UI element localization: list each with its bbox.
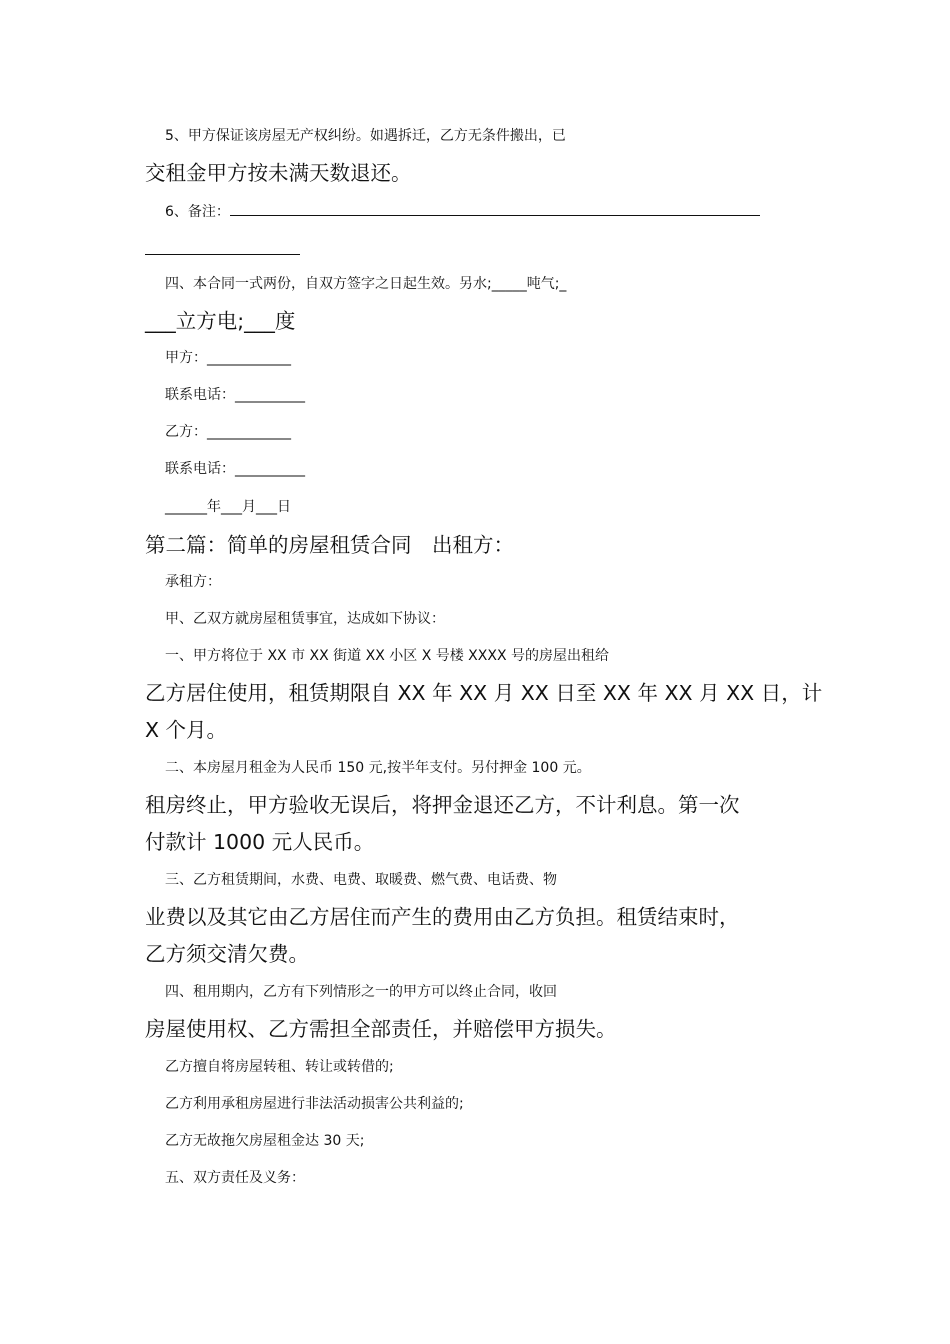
remarks-blank: [230, 193, 760, 216]
text-line: X 个月。: [145, 718, 228, 742]
text-line: ___立方电;___度: [145, 309, 296, 333]
phone-line: 联系电话：__________: [165, 461, 305, 477]
text-line: 房屋使用权、乙方需担全部责任，并赔偿甲方损失。: [145, 1017, 617, 1041]
text-line: 三、乙方租赁期间，水费、电费、取暖费、燃气费、电话费、物: [165, 872, 557, 888]
text-line: 五、双方责任及义务：: [165, 1170, 305, 1186]
text-line: 业费以及其它由乙方居住而产生的费用由乙方负担。租赁结束时，: [145, 905, 740, 929]
text-line: 四、本合同一式两份，自双方签字之日起生效。另水;_____吨气;_: [165, 276, 567, 292]
date-line: ______年___月___日: [165, 499, 291, 515]
remarks-label: 6、备注：: [165, 204, 230, 220]
remarks-continuation: [145, 230, 825, 267]
text-line: 租房终止，甲方验收无误后，将押金退还乙方，不计利息。第一次: [145, 793, 740, 817]
party-a-line: 甲方：____________: [165, 350, 291, 366]
phone-line: 联系电话：__________: [165, 387, 305, 403]
text-line: 乙方须交清欠费。: [145, 942, 309, 966]
text-line: 二、本房屋月租金为人民币 150 元,按半年支付。另付押金 100 元。: [165, 760, 591, 776]
text-line: 一、甲方将位于 XX 市 XX 街道 XX 小区 X 号楼 XXXX 号的房屋出租给: [165, 648, 609, 664]
text-line: 承租方：: [165, 574, 221, 590]
remarks-line: [165, 193, 845, 230]
remarks-blank: [145, 232, 300, 255]
section-heading: 第二篇：简单的房屋租赁合同 出租方：: [145, 533, 514, 557]
party-b-line: 乙方：____________: [165, 424, 291, 440]
text-line: 四、租用期内，乙方有下列情形之一的甲方可以终止合同，收回: [165, 984, 557, 1000]
text-line: 乙方利用承租房屋进行非法活动损害公共利益的;: [165, 1096, 464, 1112]
text-line: 5、甲方保证该房屋无产权纠纷。如遇拆迁，乙方无条件搬出，已: [165, 128, 566, 144]
text-line: 甲、乙双方就房屋租赁事宜，达成如下协议：: [165, 611, 445, 627]
text-line: 乙方居住使用，租赁期限自 XX 年 XX 月 XX 日至 XX 年 XX 月 XX 日，计: [145, 681, 823, 705]
text-line: 付款计 1000 元人民币。: [145, 830, 375, 854]
text-line: 乙方擅自将房屋转租、转让或转借的;: [165, 1059, 394, 1075]
text-line: 交租金甲方按未满天数退还。: [145, 161, 412, 185]
text-line: 乙方无故拖欠房屋租金达 30 天;: [165, 1133, 365, 1149]
